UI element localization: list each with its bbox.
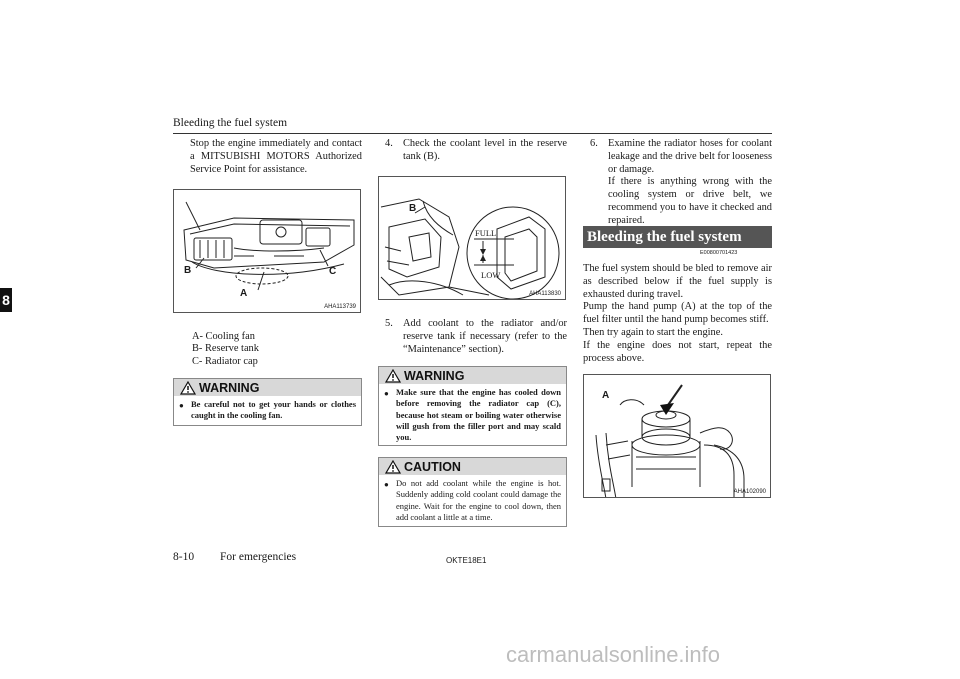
- watermark: carmanualsonline.info: [506, 642, 721, 667]
- body-paragraph: If the engine does not start, repeat the process above.: [583, 339, 772, 364]
- caution-header: [379, 458, 566, 475]
- step-text: Add coolant to the radiator and/or reserve tank if necessary (refer to the “Maintenance” section).: [403, 318, 567, 355]
- legend-item: C- Radiator cap: [192, 355, 258, 367]
- footer-section: For emergencies: [220, 551, 297, 563]
- callout-b: B: [184, 265, 192, 276]
- warning-text: Make sure that the engine has cooled down before removing the radiator cap (C), because hot steam or boiling water otherwise will gush from the filler port and may scald you.: [396, 387, 561, 443]
- warning-header: [174, 379, 361, 396]
- bullet-icon: ●: [179, 401, 184, 410]
- bullet-icon: ●: [384, 480, 389, 489]
- body-paragraph: Pump the hand pump (A) at the top of the fuel filter until the hand pump becomes stiff.: [583, 301, 772, 326]
- step-text: Check the coolant level in the reserve tank (B).: [403, 138, 567, 162]
- section-title: Bleeding the fuel system: [583, 226, 772, 248]
- col1-intro: Stop the engine immediately and contact a MITSUBISHI MOTORS Authorized Service Point for assistance.: [190, 138, 362, 175]
- warning-box-fan: [173, 378, 362, 426]
- warning-text: Be careful not to get your hands or clothes caught in the cooling fan.: [191, 399, 356, 421]
- figure-code: AHA113830: [529, 291, 561, 297]
- low-mark-label: LOW: [481, 270, 501, 280]
- step-5: [385, 318, 567, 356]
- engine-bay-illustration: [174, 190, 361, 313]
- footer-code: OKTE18E1: [446, 556, 487, 565]
- caution-text: Do not add coolant while the engine is hot. Suddenly adding cold coolant could damage the engine. Wait for the engine to cool down, then add coolant a little at a time.: [396, 478, 561, 522]
- header-rule: [173, 133, 772, 134]
- running-header: Bleeding the fuel system: [173, 117, 288, 129]
- legend-item: A- Cooling fan: [192, 331, 255, 342]
- warning-header: [379, 367, 566, 384]
- caution-heading: CAUTION: [404, 459, 461, 474]
- body-paragraph: The fuel system should be bled to remove air as described below if the fuel supply is exhausted during travel.: [583, 263, 772, 300]
- fuel-filter-illustration: [584, 375, 771, 498]
- warning-heading: WARNING: [404, 368, 465, 383]
- callout-c: C: [329, 266, 337, 277]
- bullet-icon: ●: [384, 389, 389, 398]
- figure-code: AHA113739: [324, 304, 356, 310]
- engine-bay-figure: [173, 189, 361, 313]
- legend-item: B- Reserve tank: [192, 343, 259, 355]
- step-text: Examine the radiator hoses for coolant leakage and the drive belt for looseness or damage.: [608, 138, 772, 175]
- section-code: E00800701423: [700, 250, 738, 256]
- warning-triangle-icon: [180, 381, 196, 395]
- body-paragraph: Then try again to start the engine.: [583, 326, 723, 338]
- page-number: 8-10: [173, 551, 195, 563]
- step-6: [590, 138, 772, 228]
- step-number: 5.: [385, 318, 393, 329]
- caution-triangle-icon: [385, 460, 401, 474]
- figure-code: AHA102090: [733, 489, 766, 495]
- fuel-filter-figure: [583, 374, 771, 498]
- warning-box-scald: [378, 366, 567, 446]
- step-4: [385, 138, 567, 164]
- callout-a: A: [602, 390, 610, 401]
- step-text-continued: If there is anything wrong with the cooling system or drive belt, we recommend you to have it checked and repaired.: [608, 176, 772, 226]
- reserve-tank-figure: [378, 176, 566, 300]
- section-body: [583, 263, 772, 365]
- full-mark-label: FULL: [475, 228, 497, 238]
- callout-b: B: [409, 203, 417, 214]
- reserve-tank-illustration: [379, 177, 566, 300]
- step-number: 4.: [385, 138, 393, 149]
- figure-legend: [192, 331, 362, 368]
- step-number: 6.: [590, 138, 598, 149]
- chapter-tab: 8: [0, 288, 12, 312]
- warning-triangle-icon: [385, 369, 401, 383]
- warning-heading: WARNING: [199, 380, 260, 395]
- caution-box-coolant: [378, 457, 567, 527]
- callout-a: A: [240, 288, 248, 299]
